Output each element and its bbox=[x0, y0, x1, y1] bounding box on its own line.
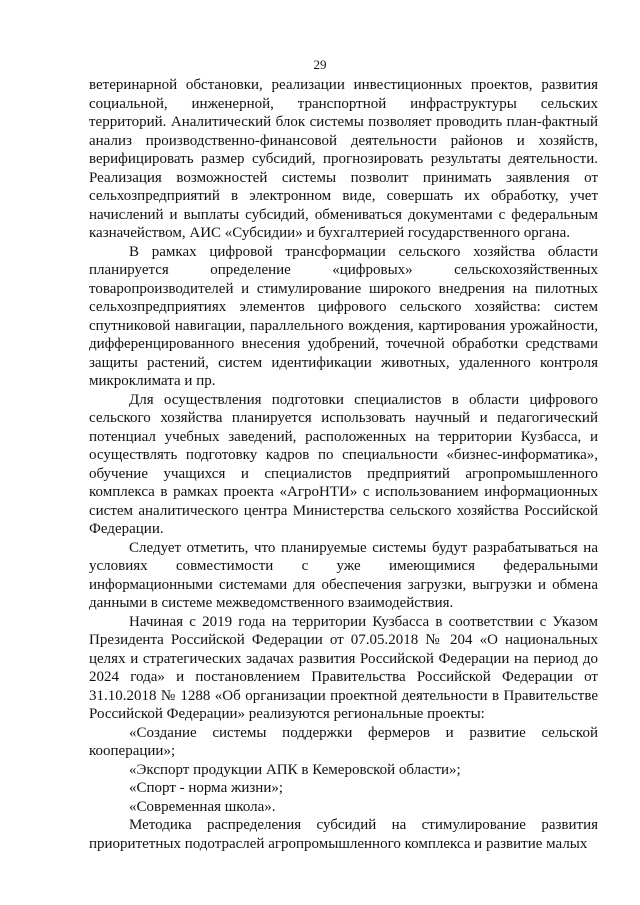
paragraph: ветеринарной обстановки, реализации инвестиционных проектов, развития социальной, инженерной, транспортной инфраструктуры сельских территорий. Аналитический блок системы позволяет проводить план-фактный анализ производственно-финансовой деятельности районов и хозяйств, верифицировать размер субсидий, прогнозировать результаты деятельности. Реализация возможностей системы позволит принимать заявления от сельхозпредприятий в электронном виде, совершать их обработку, учет начислений и выплаты субсидий, обмениваться документами с федеральным казначейством, АИС «Субсидии» и бухгалтерией государственного органа. bbox=[89, 77, 598, 241]
paragraph: Для осуществления подготовки специалистов в области цифрового сельского хозяйства планируется использовать научный и педагогический потенциал учебных заведений, расположенных на территории Кузбасса, и осуществлять подготовку кадров по специальности «бизнес-информатика», обучение учащихся и специалистов предприятий агропромышленного комплекса в рамках проекта «АгроНТИ» с использованием информационных систем аналитического центра Министерства сельского хозяйства Российской Федерации. bbox=[89, 391, 598, 537]
list-item: «Современная школа». bbox=[129, 798, 276, 815]
page-number: 29 bbox=[313, 57, 327, 72]
paragraph: Методика распределения субсидий на стимулирование развития приоритетных подотраслей агропромышленного комплекса и развитие малых bbox=[89, 817, 598, 852]
paragraph: Начиная с 2019 года на территории Кузбасса в соответствии с Указом Президента Российской Федерации от 07.05.2018 № 204 «О национальных целях и стратегических задачах развития Российской Федерации на период до 2024 года» и постановлением Правительства Российской Федерации от 31.10.2018 № 1288 «Об организации проектной деятельности в Правительстве Российской Федерации» реализуются региональные проекты: bbox=[89, 613, 598, 722]
paragraph: Следует отметить, что планируемые системы будут разрабатываться на условиях совместимости с уже имеющимися федеральными информационными системами для обеспечения загрузки, выгрузки и обмена данными в системе межведомственного взаимодействия. bbox=[89, 539, 598, 611]
document-body bbox=[89, 76, 598, 853]
list-item: «Спорт - норма жизни»; bbox=[129, 780, 284, 796]
list-item: «Создание системы поддержки фермеров и развитие сельской кооперации»; bbox=[89, 724, 598, 759]
list-item: «Экспорт продукции АПК в Кемеровской области»; bbox=[129, 761, 461, 778]
paragraph: В рамках цифровой трансформации сельского хозяйства области планируется определение «цифровых» сельскохозяйственных товаропроизводителей и стимулирование широкого внедрения на пилотных сельхозпредприятиях элементов цифрового сельского хозяйства: систем спутниковой навигации, параллельного вождения, картирования урожайности, дифференцированного внесения удобрений, точечной обработки средствами защиты растений, систем идентификации животных, удаленного контроля микроклимата и пр. bbox=[89, 243, 598, 389]
